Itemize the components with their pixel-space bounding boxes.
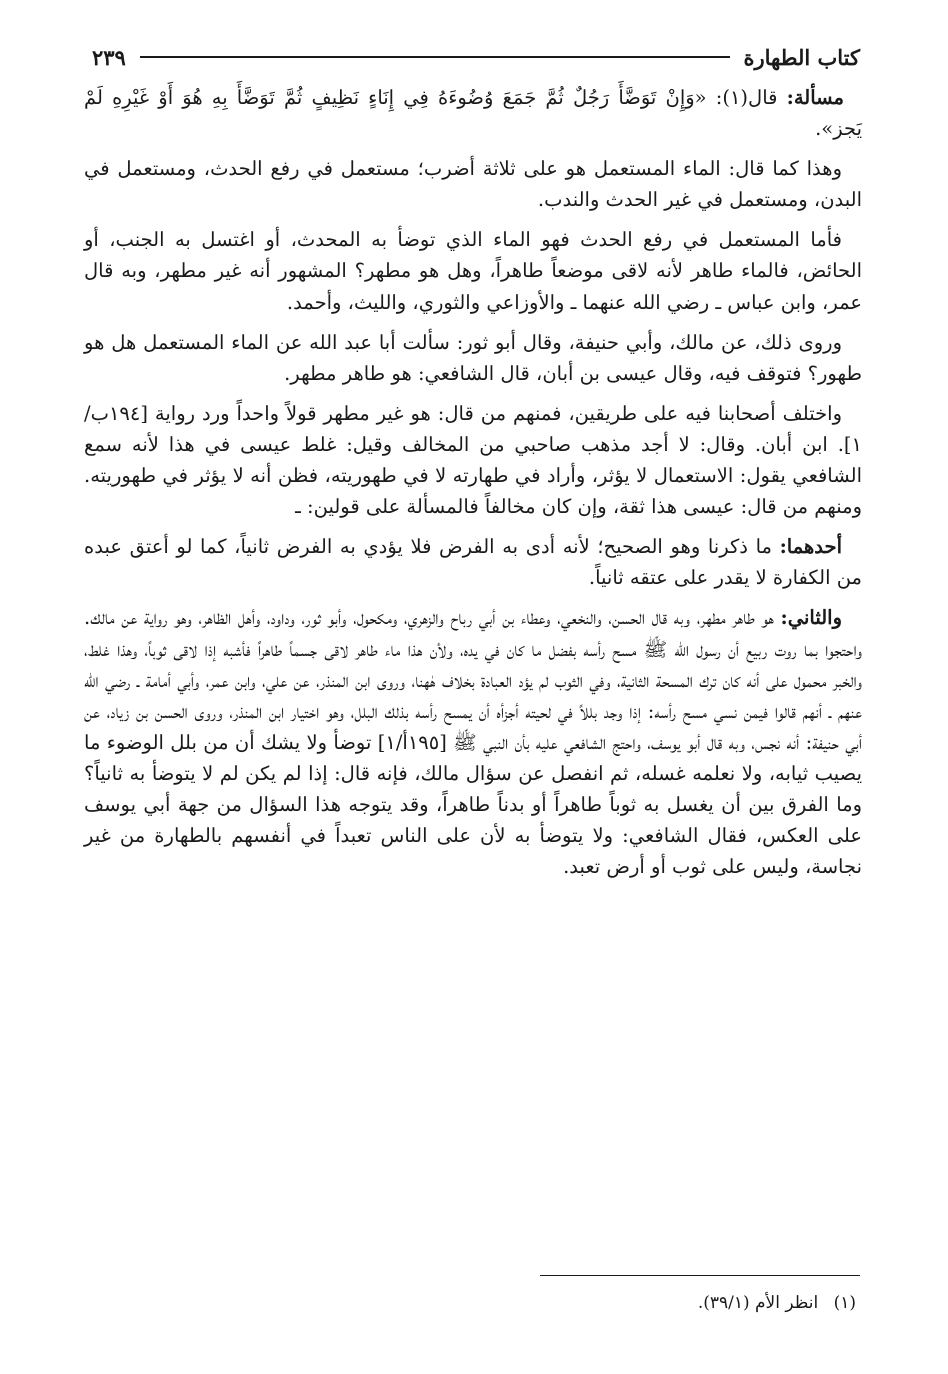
paragraph-text: ما ذكرنا وهو الصحيح؛ لأنه أدى به الفرض فلا يؤدي به الفرض ثانياً، كما لو أعتق عبده من الكفارة لا يقدر على عتقه ثانياً. — [84, 535, 862, 590]
paragraph-text: واختلف أصحابنا فيه على طريقين، فمنهم من قال: هو غير مطهر قولاً واحداً ورد رواية [١٩٤ب/١]. ابن أبان. وقال: لا أجد مذهب صاحبي من المخالف وقيل: غلط عيسى في هذا لأنه سمع الشافعي يقول: الاستعمال لا يؤثر، وأراد في طهارته لا في طهوريته، فظن أنه لا يؤثر في طهوريته. ومنهم من قال: عيسى هذا ثقة، وإن كان مخالفاً فالمسألة على قولين: ـ — [84, 401, 862, 519]
footnote-rule — [540, 1275, 860, 1276]
footnote-number: (١) — [833, 1293, 856, 1313]
paragraph-lead: أحدهما: — [779, 535, 842, 559]
paragraph — [84, 153, 862, 215]
chapter-title: كتاب الطهارة — [743, 44, 860, 70]
paragraph — [84, 224, 862, 317]
paragraph-text: وروى ذلك، عن مالك، وأبي حنيفة، وقال أبو ثور: سألت أبا عبد الله عن الماء المستعمل هل هو طهور؟ فتوقف فيه، وقال عيسى بن أبان، قال الشافعي: هو طاهر مطهر. — [84, 330, 862, 385]
paragraph-masala — [84, 82, 862, 144]
paragraph-text: هو طاهر مطهر، وبه قال الحسن، والنخعي، وعطاء بن أبي رباح والزهري، ومكحول، وأبو ثور، وداود، وأهل الظاهر، وهو رواية عن مالك. واحتجوا بما روت ربيع أن رسول الله ﷺ مسح رأسه بفضل ما كان في يده، ولأن هذا ماء طاهر لاقى جسماً طاهراً فأشبه إذا لاقى ثوباً، وهذا غلط، والخبر محمول على أنه كان ترك المسحة الثانية، وفي الثوب لم يؤد العبادة بخلاف هٰهنا، وروى ابن المنذر، عن علي، وابن عمر، وأبي أمامة ـ رضي الله عنهم ـ أنهم قالوا فيمن نسي مسح رأسه: إذا وجد بللاً في لحيته أجزأه أن يمسح رأسه بذلك البلل، وهو اختيار ابن المنذر، وروى الحسن بن زياد، عن أبي حنيفة: أنه نجس، وبه قال أبو يوسف، واحتج الشافعي عليه بأن النبي ﷺ [١٩٥أ/١] توضأ ولا يشك أن من بلل الوضوء ما يصيب ثيابه، ولا نعلمه غسله، ثم انفصل عن سؤال مالك، فإنه قال: إذا لم يكن لم لا يتوضأ به ثانياً؟ وما الفرق بين أن يغسل به ثوباً طاهراً أو بدناً طاهراً، وقد يتوجه هذا السؤال من جهة أبي يوسف على العكس، فقال الشافعي: ولا يتوضأ به لأن على الناس تعبداً في أنفسهم بالطهارة من غير نجاسة، وليس على ثوب أو أرض تعبد. — [84, 606, 862, 879]
paragraph-second-opinion — [84, 602, 862, 882]
paragraph-first-opinion — [84, 531, 862, 593]
page-number: ٢٣٩ — [92, 44, 126, 70]
paragraph-lead: مسألة: — [786, 86, 845, 109]
paragraph-lead: والثاني: — [780, 606, 842, 630]
paragraph — [84, 398, 862, 522]
footnote-text: انظر الأم (٣٩/١). — [697, 1293, 819, 1313]
paragraph-text: فأما المستعمل في رفع الحدث فهو الماء الذي توضأ به المحدث، أو اغتسل به الجنب، أو الحائض، فالماء طاهر لأنه لاقى موضعاً طاهراً، وهل هو مطهر؟ المشهور أنه غير مطهر، وبه قال عمر، وابن عباس ـ رضي الله عنهما ـ والأوزاعي والثوري، والليث، وأحمد. — [84, 228, 862, 314]
body-text — [84, 82, 862, 891]
footnote — [90, 1290, 856, 1316]
paragraph — [84, 327, 862, 389]
header-rule — [140, 56, 730, 58]
running-header — [92, 40, 860, 74]
paragraph-text: وهذا كما قال: الماء المستعمل هو على ثلاثة أضرب؛ مستعمل في رفع الحدث، ومستعمل في البدن، ومستعمل في غير الحدث والندب. — [84, 157, 862, 212]
paragraph-text: قال(١): «وَإِنْ تَوَضَّأَ رَجُلٌ ثُمَّ جَمَعَ وُضُوءَهُ فِي إِنَاءٍ نَظِيفٍ ثُمَّ تَوَضَّأَ بِهِ هُوَ أَوْ غَيْرِهِ لَمْ يَجز». — [84, 86, 862, 141]
